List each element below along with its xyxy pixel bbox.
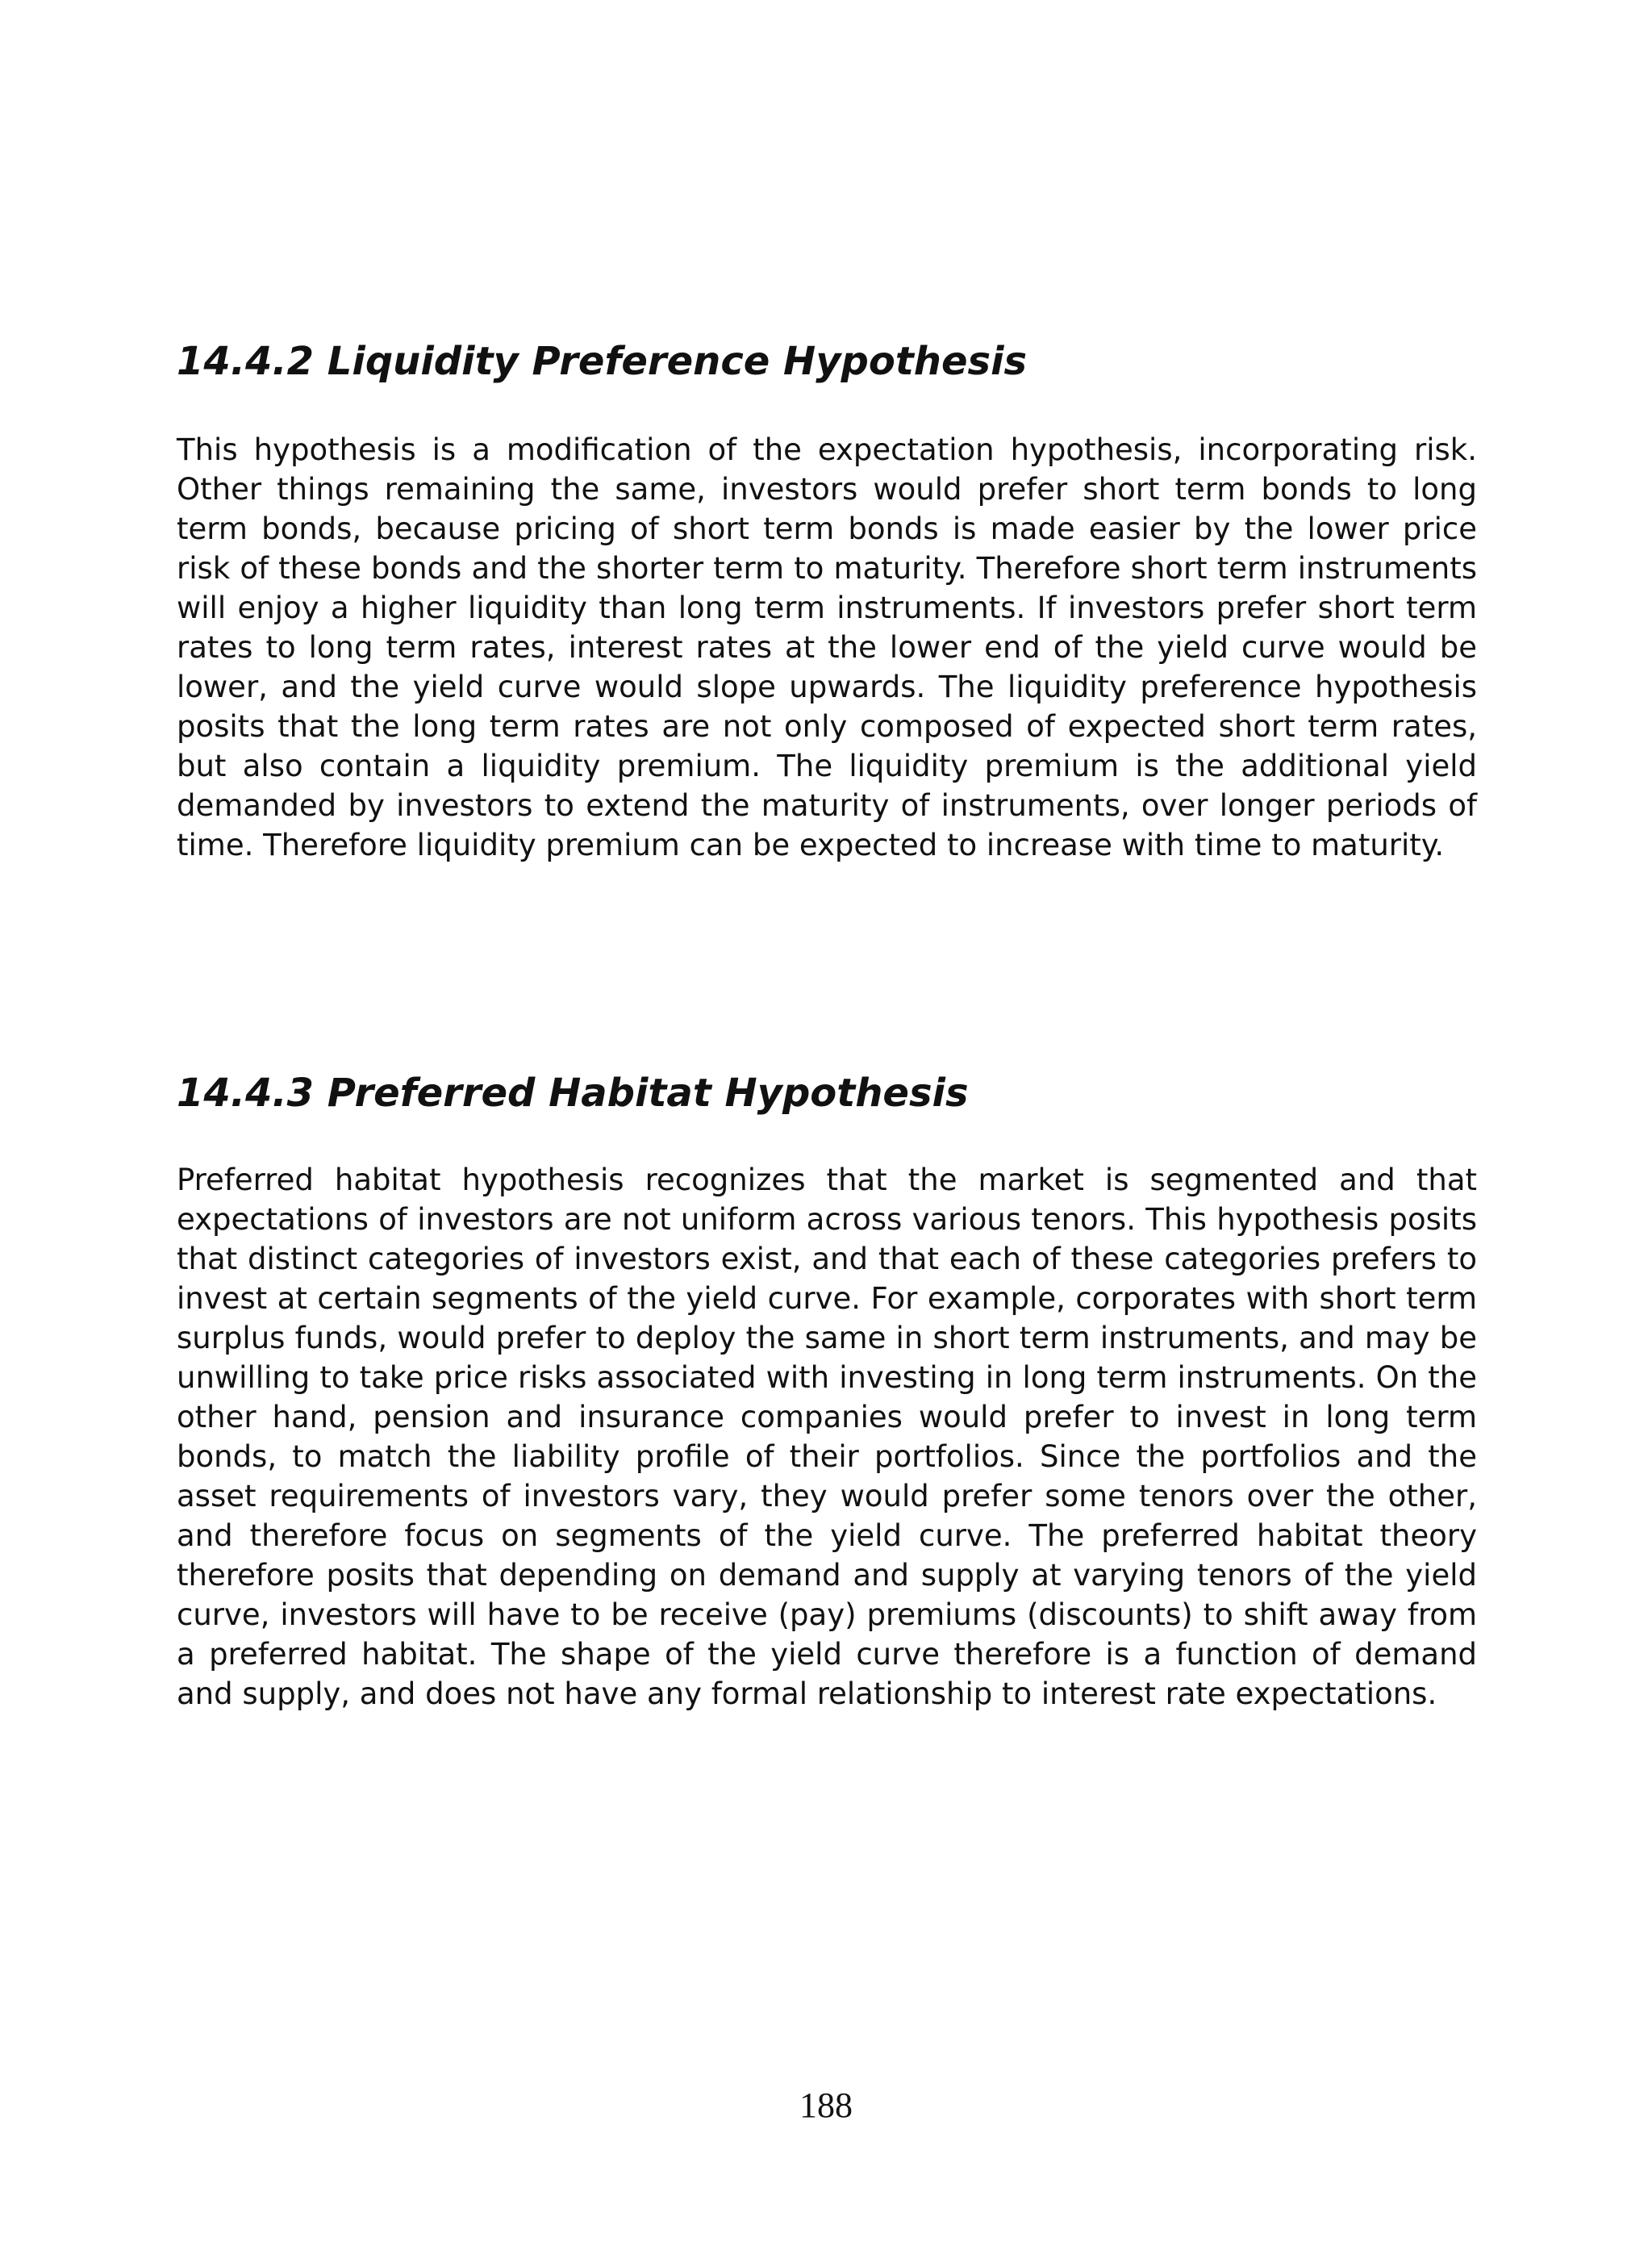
section-heading-preferred-habitat: 14.4.3 Preferred Habitat Hypothesis bbox=[177, 1071, 969, 1116]
section-heading-liquidity-preference: 14.4.2 Liquidity Preference Hypothesis bbox=[177, 339, 1028, 384]
page-number: 188 bbox=[799, 2085, 853, 2125]
paragraph-preferred-habitat: Preferred habitat hypothesis recognizes that the market is segmented and that expectations of investors are not uniform across various tenors. This hypothesis posits that distinct categories of investors exist, and that each of these categories prefers to invest at certain segments of the yield curve. For example, corporates with short term surplus funds, would prefer to deploy the same in short term instruments, and may be unwilling to take price risks associated with investing in long term instruments. On the other hand, pension and insurance companies would prefer to invest in long term bonds, to match the liability profile of their portfolios. Since the portfolios and the asset requirements of investors vary, they would prefer some tenors over the other, and therefore focus on segments of the yield curve. The preferred habitat theory therefore posits that depending on demand and supply at varying tenors of the yield curve, investors will have to be receive (pay) premiums (discounts) to shift away from a preferred habitat. The shape of the yield curve therefore is a function of demand and supply, and does not have any formal relationship to interest rate expectations. bbox=[177, 1163, 1477, 1711]
paragraph-liquidity-preference: This hypothesis is a modification of the expectation hypothesis, incorporating risk. Other things remaining the same, investors would prefer short term bonds to long term bonds, because pricing of short term bonds is made easier by the lower price risk of these bonds and the shorter term to maturity. Therefore short term instruments will enjoy a higher liquidity than long term instruments. If investors prefer short term rates to long term rates, interest rates at the lower end of the yield curve would be lower, and the yield curve would slope upwards. The liquidity preference hypothesis posits that the long term rates are not only composed of expected short term rates, but also contain a liquidity premium. The liquidity premium is the additional yield demanded by investors to extend the maturity of instruments, over longer periods of time. Therefore liquidity premium can be expected to increase with time to maturity. bbox=[177, 432, 1477, 862]
